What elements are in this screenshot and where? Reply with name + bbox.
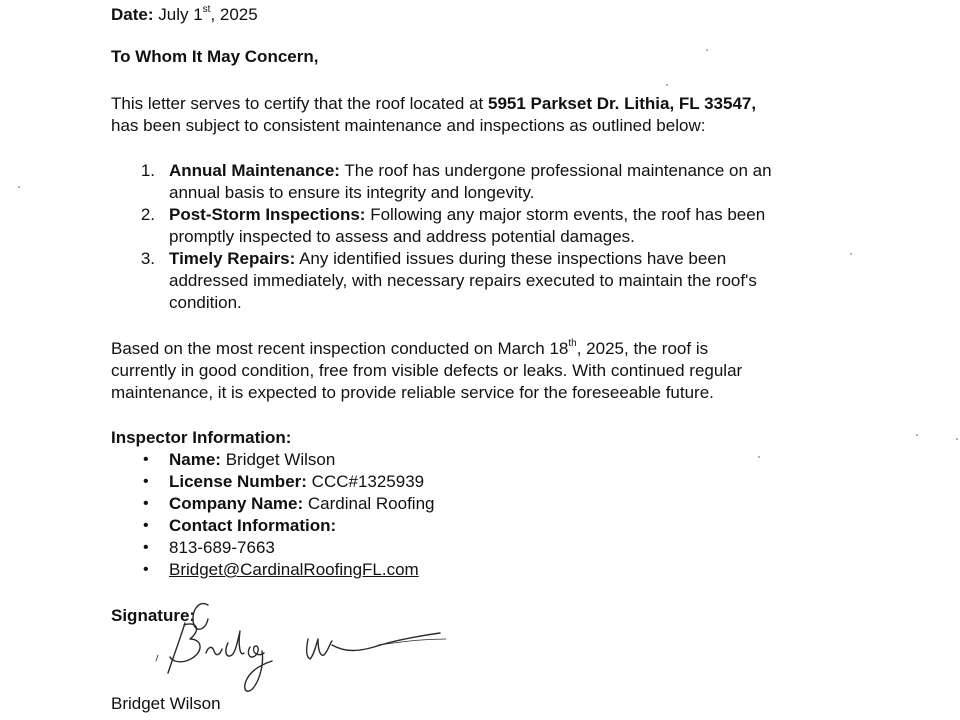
contact-label: Contact Information: bbox=[169, 516, 337, 535]
signature-label-text: Signature: bbox=[111, 606, 196, 625]
scan-speck bbox=[706, 49, 708, 51]
scan-speck bbox=[666, 84, 668, 86]
bullet-icon: • bbox=[143, 473, 149, 490]
intro-line-1 bbox=[111, 93, 756, 115]
printed-name: Bridget Wilson bbox=[111, 694, 221, 713]
license-label: License Number: bbox=[169, 472, 307, 491]
conclusion-superscript: th bbox=[568, 338, 577, 350]
salutation-text: To Whom It May Concern, bbox=[111, 47, 319, 66]
handwritten-signature bbox=[150, 595, 450, 705]
inspector-company bbox=[169, 493, 435, 515]
date-superscript: st bbox=[202, 4, 211, 16]
conclusion-line-2: currently in good condition, free from visible defects or leaks. With continued regular bbox=[111, 361, 743, 380]
list-item-line: annual basis to ensure its integrity and longevity. bbox=[169, 183, 535, 202]
date-year: , 2025 bbox=[210, 5, 258, 24]
bullet-icon: • bbox=[143, 517, 149, 534]
scan-speck bbox=[758, 456, 760, 458]
conclusion-line-3: maintenance, it is expected to provide reliable service for the foreseeable future. bbox=[111, 383, 714, 402]
inspector-name-label: Name: bbox=[169, 450, 221, 469]
scan-speck bbox=[18, 186, 20, 188]
inspector-name-value: Bridget Wilson bbox=[220, 450, 336, 469]
list-item-number: 2. bbox=[140, 205, 155, 224]
inspector-contact bbox=[169, 515, 336, 537]
list-item-line: addressed immediately, with necessary repairs executed to maintain the roof's bbox=[169, 271, 757, 290]
list-item-title: Post-Storm Inspections: bbox=[169, 205, 366, 224]
list-item-title: Timely Repairs: bbox=[169, 249, 296, 268]
contact-email-line bbox=[169, 559, 419, 581]
list-item-line bbox=[169, 160, 772, 182]
license-value: CCC#1325939 bbox=[306, 472, 425, 491]
bullet-icon: • bbox=[143, 451, 149, 468]
date-text: July 1 bbox=[153, 5, 203, 24]
list-item-number: 1. bbox=[140, 161, 155, 180]
list-item-line bbox=[169, 204, 765, 226]
bullet-icon: • bbox=[143, 539, 149, 556]
date-line bbox=[111, 4, 258, 26]
list-item-text: The roof has undergone professional maintenance on an bbox=[339, 161, 772, 180]
inspector-heading-text: Inspector Information: bbox=[111, 428, 292, 447]
list-item-text: Following any major storm events, the roof has been bbox=[365, 205, 766, 224]
contact-phone: 813-689-7663 bbox=[169, 538, 275, 557]
scan-speck bbox=[956, 438, 958, 440]
inspector-license bbox=[169, 471, 424, 493]
date-label: Date: bbox=[111, 5, 154, 24]
list-item-text: Any identified issues during these inspections have been bbox=[295, 249, 727, 268]
list-item-line: condition. bbox=[169, 293, 242, 312]
conclusion-text: , 2025, the roof is bbox=[576, 339, 709, 358]
scan-speck bbox=[850, 253, 852, 255]
list-item-line: promptly inspected to assess and address potential damages. bbox=[169, 227, 635, 246]
inspector-name bbox=[169, 449, 335, 471]
property-address: 5951 Parkset Dr. Lithia, FL 33547, bbox=[488, 94, 757, 113]
intro-text: This letter serves to certify that the roof located at bbox=[111, 94, 489, 113]
list-item-title: Annual Maintenance: bbox=[169, 161, 340, 180]
intro-line-2: has been subject to consistent maintenance and inspections as outlined below: bbox=[111, 116, 706, 135]
list-item-number: 3. bbox=[140, 249, 155, 268]
scan-speck bbox=[916, 434, 918, 436]
salutation bbox=[111, 46, 318, 68]
bullet-icon: • bbox=[143, 561, 149, 578]
conclusion-text: Based on the most recent inspection conducted on March 18 bbox=[111, 339, 569, 358]
company-label: Company Name: bbox=[169, 494, 304, 513]
inspector-heading bbox=[111, 427, 291, 449]
list-item-line bbox=[169, 248, 726, 270]
conclusion-line-1 bbox=[111, 338, 708, 360]
bullet-icon: • bbox=[143, 495, 149, 512]
company-value: Cardinal Roofing bbox=[303, 494, 435, 513]
contact-email-link[interactable]: Bridget@CardinalRoofingFL.com bbox=[169, 560, 419, 579]
